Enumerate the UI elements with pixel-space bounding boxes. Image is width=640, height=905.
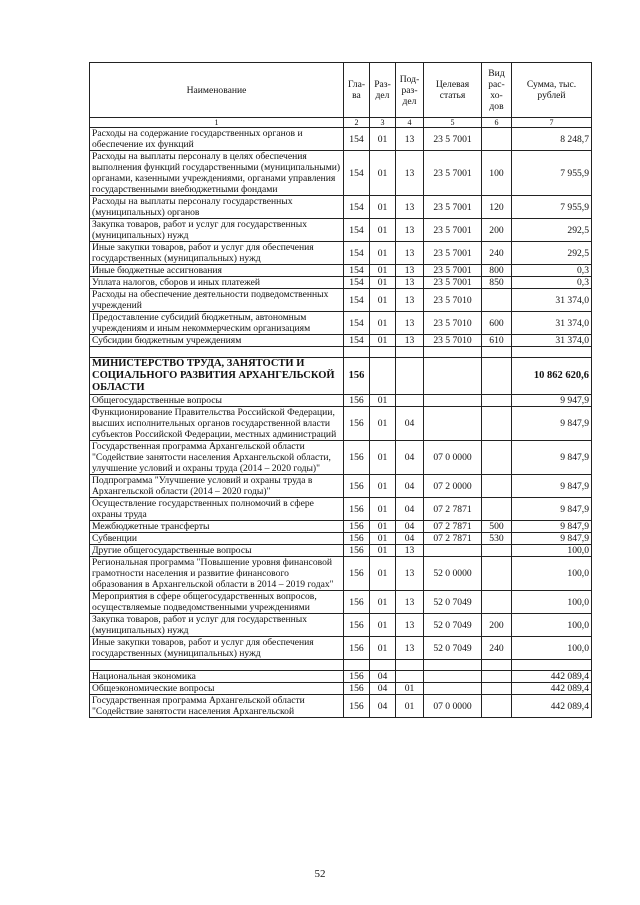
row-expense-type: 240 xyxy=(482,242,512,265)
row-amount: 100,0 xyxy=(512,591,592,614)
row-name: Иные бюджетные ассигнования xyxy=(90,265,344,277)
row-target xyxy=(424,347,482,358)
row-amount: 292,5 xyxy=(512,242,592,265)
row-amount: 9 847,9 xyxy=(512,441,592,475)
row-name: Осуществление государственных полномочий в сфере охраны труда xyxy=(90,498,344,521)
row-subsection: 13 xyxy=(396,265,424,277)
row-name: Закупка товаров, работ и услуг для государственных (муниципальных) нужд xyxy=(90,614,344,637)
row-chapter: 154 xyxy=(344,219,370,242)
row-target: 07 0 0000 xyxy=(424,441,482,475)
row-amount: 9 847,9 xyxy=(512,521,592,533)
table-row xyxy=(90,219,592,242)
row-section: 01 xyxy=(370,151,396,196)
row-expense-type: 200 xyxy=(482,219,512,242)
row-name: Иные закупки товаров, работ и услуг для обеспечения государственных (муниципальных) нужд xyxy=(90,242,344,265)
row-chapter: 156 xyxy=(344,557,370,591)
row-amount xyxy=(512,660,592,671)
row-chapter: 156 xyxy=(344,637,370,660)
row-target xyxy=(424,358,482,395)
table-row xyxy=(90,358,592,395)
row-subsection: 04 xyxy=(396,475,424,498)
row-target xyxy=(424,545,482,557)
table-row xyxy=(90,335,592,347)
row-amount: 9 847,9 xyxy=(512,475,592,498)
row-section: 01 xyxy=(370,289,396,312)
row-amount: 7 955,9 xyxy=(512,151,592,196)
row-section: 01 xyxy=(370,591,396,614)
row-amount: 442 089,4 xyxy=(512,695,592,718)
row-target: 23 5 7001 xyxy=(424,151,482,196)
row-expense-type xyxy=(482,407,512,441)
row-expense-type xyxy=(482,545,512,557)
row-chapter: 154 xyxy=(344,277,370,289)
row-name: Расходы на выплаты персоналу государственных (муниципальных) органов xyxy=(90,196,344,219)
row-name: Предоставление субсидий бюджетным, автономным учреждениям и иным некоммерческим организациям xyxy=(90,312,344,335)
row-expense-type: 610 xyxy=(482,335,512,347)
row-subsection: 01 xyxy=(396,683,424,695)
blank-row xyxy=(90,347,592,358)
row-expense-type: 200 xyxy=(482,614,512,637)
table-row xyxy=(90,395,592,407)
table-row xyxy=(90,683,592,695)
header-section: Раз-дел xyxy=(370,63,396,118)
row-target: 23 5 7010 xyxy=(424,335,482,347)
header-row xyxy=(90,63,592,118)
row-target: 52 0 7049 xyxy=(424,637,482,660)
row-chapter: 154 xyxy=(344,128,370,151)
row-expense-type xyxy=(482,347,512,358)
row-amount: 8 248,7 xyxy=(512,128,592,151)
row-chapter: 156 xyxy=(344,475,370,498)
row-amount: 31 374,0 xyxy=(512,289,592,312)
row-section xyxy=(370,347,396,358)
row-chapter: 156 xyxy=(344,358,370,395)
row-chapter: 156 xyxy=(344,407,370,441)
row-name: МИНИСТЕРСТВО ТРУДА, ЗАНЯТОСТИ И СОЦИАЛЬНОГО РАЗВИТИЯ АРХАНГЕЛЬСКОЙ ОБЛАСТИ xyxy=(90,358,344,395)
row-name: Общеэкономические вопросы xyxy=(90,683,344,695)
row-section: 01 xyxy=(370,242,396,265)
row-subsection: 04 xyxy=(396,521,424,533)
row-target: 52 0 7049 xyxy=(424,591,482,614)
row-chapter: 156 xyxy=(344,441,370,475)
header-amount: Сумма, тыс. рублей xyxy=(512,63,592,118)
row-subsection: 13 xyxy=(396,277,424,289)
row-target xyxy=(424,395,482,407)
table-row xyxy=(90,695,592,718)
row-chapter: 156 xyxy=(344,498,370,521)
row-target: 23 5 7001 xyxy=(424,128,482,151)
row-chapter: 156 xyxy=(344,545,370,557)
row-subsection: 13 xyxy=(396,312,424,335)
column-number: 2 xyxy=(344,118,370,128)
row-chapter: 156 xyxy=(344,614,370,637)
row-subsection: 13 xyxy=(396,335,424,347)
row-expense-type xyxy=(482,591,512,614)
row-expense-type xyxy=(482,289,512,312)
row-subsection: 13 xyxy=(396,151,424,196)
table-row xyxy=(90,312,592,335)
column-number: 1 xyxy=(90,118,344,128)
header-subsection: Под-раз-дел xyxy=(396,63,424,118)
table-row xyxy=(90,637,592,660)
row-subsection xyxy=(396,660,424,671)
row-target: 23 5 7010 xyxy=(424,289,482,312)
row-name: Закупка товаров, работ и услуг для государственных (муниципальных) нужд xyxy=(90,219,344,242)
table-row xyxy=(90,289,592,312)
table-row xyxy=(90,614,592,637)
row-chapter: 154 xyxy=(344,289,370,312)
budget-table xyxy=(89,62,592,718)
row-section: 01 xyxy=(370,128,396,151)
table-row xyxy=(90,407,592,441)
blank-row xyxy=(90,660,592,671)
row-amount: 31 374,0 xyxy=(512,312,592,335)
column-number: 3 xyxy=(370,118,396,128)
row-amount: 9 847,9 xyxy=(512,533,592,545)
row-chapter: 156 xyxy=(344,591,370,614)
row-chapter: 156 xyxy=(344,671,370,683)
page-number: 52 xyxy=(314,868,326,880)
row-section: 04 xyxy=(370,671,396,683)
table-row xyxy=(90,545,592,557)
row-subsection: 13 xyxy=(396,557,424,591)
row-amount: 100,0 xyxy=(512,557,592,591)
row-chapter xyxy=(344,347,370,358)
row-section: 01 xyxy=(370,277,396,289)
row-section: 01 xyxy=(370,614,396,637)
row-target: 23 5 7001 xyxy=(424,277,482,289)
row-name: Уплата налогов, сборов и иных платежей xyxy=(90,277,344,289)
row-amount: 100,0 xyxy=(512,545,592,557)
row-subsection: 04 xyxy=(396,498,424,521)
row-name: Расходы на обеспечение деятельности подведомственных учреждений xyxy=(90,289,344,312)
row-target xyxy=(424,407,482,441)
row-target: 07 2 0000 xyxy=(424,475,482,498)
row-amount: 9 847,9 xyxy=(512,407,592,441)
row-amount: 100,0 xyxy=(512,614,592,637)
row-expense-type xyxy=(482,683,512,695)
row-amount: 442 089,4 xyxy=(512,671,592,683)
row-subsection: 13 xyxy=(396,242,424,265)
row-subsection: 04 xyxy=(396,441,424,475)
row-section: 01 xyxy=(370,521,396,533)
row-target: 07 2 7871 xyxy=(424,533,482,545)
row-subsection: 01 xyxy=(396,695,424,718)
row-name xyxy=(90,347,344,358)
row-expense-type xyxy=(482,441,512,475)
table-row xyxy=(90,671,592,683)
row-amount xyxy=(512,347,592,358)
header-name: Наименование xyxy=(90,63,344,118)
row-target: 52 0 7049 xyxy=(424,614,482,637)
row-name: Расходы на содержание государственных органов и обеспечение их функций xyxy=(90,128,344,151)
row-name: Общегосударственные вопросы xyxy=(90,395,344,407)
row-subsection: 13 xyxy=(396,128,424,151)
row-chapter: 154 xyxy=(344,312,370,335)
row-section xyxy=(370,358,396,395)
row-expense-type xyxy=(482,671,512,683)
table-row xyxy=(90,533,592,545)
row-target xyxy=(424,671,482,683)
row-expense-type: 850 xyxy=(482,277,512,289)
row-name: Национальная экономика xyxy=(90,671,344,683)
row-section: 01 xyxy=(370,475,396,498)
row-subsection: 13 xyxy=(396,637,424,660)
row-name: Другие общегосударственные вопросы xyxy=(90,545,344,557)
table-row xyxy=(90,151,592,196)
row-subsection: 13 xyxy=(396,614,424,637)
row-amount: 0,3 xyxy=(512,265,592,277)
table-row xyxy=(90,277,592,289)
column-number: 7 xyxy=(512,118,592,128)
row-expense-type xyxy=(482,358,512,395)
row-target xyxy=(424,683,482,695)
row-chapter: 156 xyxy=(344,683,370,695)
row-section: 01 xyxy=(370,265,396,277)
header-chapter: Гла-ва xyxy=(344,63,370,118)
row-expense-type: 120 xyxy=(482,196,512,219)
row-amount: 7 955,9 xyxy=(512,196,592,219)
row-expense-type xyxy=(482,498,512,521)
row-name: Субсидии бюджетным учреждениям xyxy=(90,335,344,347)
row-section: 01 xyxy=(370,545,396,557)
row-section: 01 xyxy=(370,637,396,660)
row-expense-type: 600 xyxy=(482,312,512,335)
row-target: 23 5 7001 xyxy=(424,242,482,265)
row-chapter: 156 xyxy=(344,695,370,718)
row-target: 07 0 0000 xyxy=(424,695,482,718)
row-expense-type: 100 xyxy=(482,151,512,196)
row-name: Государственная программа Архангельской области "Содействие занятости населения Архангельской xyxy=(90,695,344,718)
row-amount: 9 847,9 xyxy=(512,498,592,521)
row-expense-type xyxy=(482,128,512,151)
table-row xyxy=(90,265,592,277)
row-name: Расходы на выплаты персоналу в целях обеспечения выполнения функций государственными (муниципальными) органами, казенными учреждениями, органами управления государственными внебюджетными фондами xyxy=(90,151,344,196)
row-subsection: 13 xyxy=(396,591,424,614)
row-subsection: 13 xyxy=(396,289,424,312)
row-target: 23 5 7001 xyxy=(424,196,482,219)
row-expense-type: 530 xyxy=(482,533,512,545)
row-expense-type: 240 xyxy=(482,637,512,660)
row-subsection: 13 xyxy=(396,196,424,219)
row-name: Подпрограмма "Улучшение условий и охраны труда в Архангельской области (2014 – 2020 годы)" xyxy=(90,475,344,498)
row-chapter: 154 xyxy=(344,196,370,219)
row-section xyxy=(370,660,396,671)
row-section: 01 xyxy=(370,407,396,441)
row-section: 01 xyxy=(370,335,396,347)
column-number: 5 xyxy=(424,118,482,128)
row-target xyxy=(424,660,482,671)
row-subsection xyxy=(396,347,424,358)
row-chapter: 156 xyxy=(344,533,370,545)
row-target: 23 5 7001 xyxy=(424,265,482,277)
table-row xyxy=(90,441,592,475)
row-name: Функционирование Правительства Российской Федерации, высших исполнительных органов государственной власти субъектов Российской Федерации, местных администраций xyxy=(90,407,344,441)
table-row xyxy=(90,498,592,521)
column-number-row xyxy=(90,118,592,128)
row-chapter: 154 xyxy=(344,242,370,265)
row-name: Региональная программа "Повышение уровня финансовой грамотности населения и развитие финансового образования в Архангельской области в 2014 – 2019 годах" xyxy=(90,557,344,591)
row-chapter: 154 xyxy=(344,335,370,347)
row-expense-type: 800 xyxy=(482,265,512,277)
row-subsection xyxy=(396,358,424,395)
row-subsection: 13 xyxy=(396,219,424,242)
header-expense-type: Вид рас-хо-дов xyxy=(482,63,512,118)
row-name: Государственная программа Архангельской области "Содействие занятости населения Архангельской области, улучшение условий и охраны труда (2014 – 2020 годы)" xyxy=(90,441,344,475)
row-chapter: 156 xyxy=(344,521,370,533)
row-section: 01 xyxy=(370,395,396,407)
table-row xyxy=(90,557,592,591)
row-expense-type xyxy=(482,557,512,591)
row-name: Субвенции xyxy=(90,533,344,545)
row-chapter: 154 xyxy=(344,265,370,277)
row-target: 23 5 7010 xyxy=(424,312,482,335)
table-row xyxy=(90,196,592,219)
row-amount: 292,5 xyxy=(512,219,592,242)
row-section: 01 xyxy=(370,219,396,242)
row-section: 01 xyxy=(370,196,396,219)
row-expense-type xyxy=(482,475,512,498)
row-amount: 9 947,9 xyxy=(512,395,592,407)
row-name xyxy=(90,660,344,671)
row-target: 52 0 0000 xyxy=(424,557,482,591)
column-number: 6 xyxy=(482,118,512,128)
row-expense-type xyxy=(482,395,512,407)
row-chapter: 154 xyxy=(344,151,370,196)
row-amount: 31 374,0 xyxy=(512,335,592,347)
row-target: 23 5 7001 xyxy=(424,219,482,242)
row-section: 01 xyxy=(370,312,396,335)
table-row xyxy=(90,591,592,614)
row-subsection: 04 xyxy=(396,407,424,441)
row-chapter: 156 xyxy=(344,395,370,407)
row-expense-type: 500 xyxy=(482,521,512,533)
row-expense-type xyxy=(482,660,512,671)
row-expense-type xyxy=(482,695,512,718)
row-chapter xyxy=(344,660,370,671)
row-section: 01 xyxy=(370,441,396,475)
row-subsection xyxy=(396,671,424,683)
row-subsection: 04 xyxy=(396,533,424,545)
row-amount: 10 862 620,6 xyxy=(512,358,592,395)
row-target: 07 2 7871 xyxy=(424,521,482,533)
row-section: 04 xyxy=(370,683,396,695)
row-section: 01 xyxy=(370,533,396,545)
row-subsection: 13 xyxy=(396,545,424,557)
row-amount: 100,0 xyxy=(512,637,592,660)
row-name: Мероприятия в сфере общегосударственных вопросов, осуществляемые подведомственными учреждениями xyxy=(90,591,344,614)
row-section: 01 xyxy=(370,557,396,591)
row-target: 07 2 7871 xyxy=(424,498,482,521)
row-section: 01 xyxy=(370,498,396,521)
row-amount: 0,3 xyxy=(512,277,592,289)
table-row xyxy=(90,128,592,151)
row-section: 04 xyxy=(370,695,396,718)
row-amount: 442 089,4 xyxy=(512,683,592,695)
row-name: Межбюджетные трансферты xyxy=(90,521,344,533)
column-number: 4 xyxy=(396,118,424,128)
table-body xyxy=(90,128,592,718)
header-target: Целевая статья xyxy=(424,63,482,118)
table-row xyxy=(90,242,592,265)
row-subsection xyxy=(396,395,424,407)
table-row xyxy=(90,521,592,533)
table-row xyxy=(90,475,592,498)
row-name: Иные закупки товаров, работ и услуг для обеспечения государственных (муниципальных) нужд xyxy=(90,637,344,660)
